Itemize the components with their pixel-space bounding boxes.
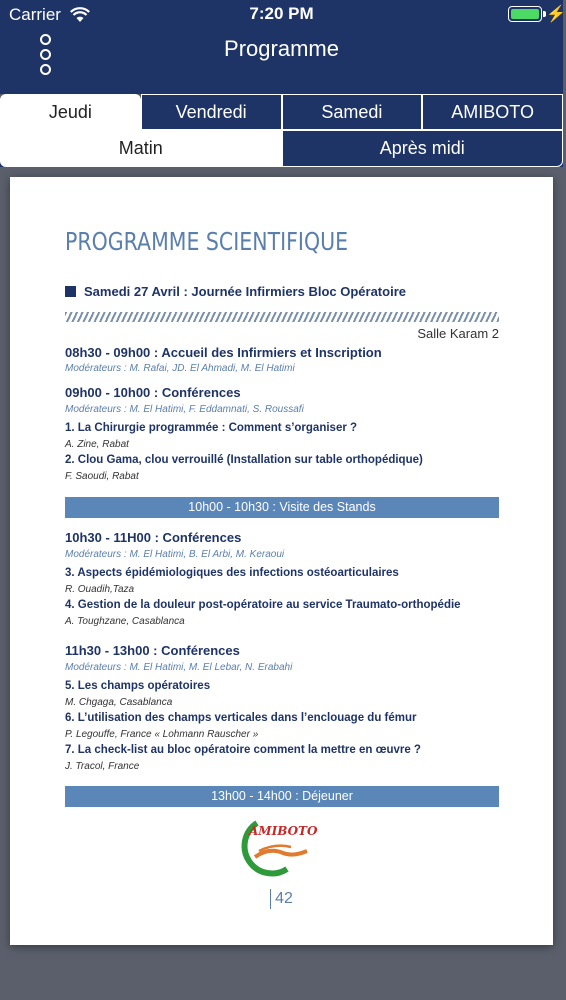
tab-samedi[interactable]: Samedi	[282, 94, 423, 130]
session-time: 10h30 - 11H00 : Conférences	[65, 530, 242, 545]
talk-title: 6. L’utilisation des champs verticales dans l’enclouage du fémur	[65, 712, 417, 724]
talk-author: J. Tracol, France	[65, 761, 140, 772]
battery-icon	[508, 6, 542, 22]
talk-author: A. Toughzane, Casablanca	[65, 616, 185, 627]
top-bar	[0, 0, 566, 94]
carrier-label: Carrier	[9, 5, 61, 24]
break-band: 10h00 - 10h30 : Visite des Stands	[65, 497, 499, 518]
tab-matin[interactable]: Matin	[0, 130, 282, 167]
room-label: Salle Karam 2	[417, 326, 499, 341]
session-moderators: Modérateurs : M. El Hatimi, F. Eddamnati, S. Roussafi	[65, 404, 304, 415]
period-tabs	[0, 130, 563, 167]
amiboto-logo	[235, 817, 318, 873]
day-heading	[65, 284, 499, 299]
page-title: Programme	[224, 36, 339, 61]
page-number-text: 42	[275, 890, 293, 908]
session-time: 11h30 - 13h00 : Conférences	[65, 643, 240, 658]
talk-title: 3. Aspects épidémiologiques des infections ostéoarticulaires	[65, 567, 399, 579]
tab-vendredi[interactable]: Vendredi	[141, 94, 282, 130]
charging-icon: ⚡	[546, 6, 566, 23]
status-bar	[0, 0, 566, 30]
talk-author: A. Zine, Rabat	[65, 439, 129, 450]
day-tabs	[0, 94, 563, 130]
program-title: PROGRAMME SCIENTIFIQUE	[65, 227, 349, 256]
session-time: 09h00 - 10h00 : Conférences	[65, 385, 241, 400]
day-heading-text: Samedi 27 Avril : Journée Infirmiers Bloc Opératoire	[84, 284, 406, 299]
talk-title: 4. Gestion de la douleur post-opératoire au service Traumato-orthopédie	[65, 599, 461, 611]
break-band: 13h00 - 14h00 : Déjeuner	[65, 786, 499, 807]
tab-apres-midi[interactable]: Après midi	[282, 130, 564, 167]
hatch-divider	[65, 312, 499, 322]
page-number	[10, 889, 553, 909]
session-time: 08h30 - 09h00 : Accueil des Infirmiers et Inscription	[65, 345, 382, 360]
logo-text: AMIBOTO	[249, 824, 318, 838]
tab-jeudi[interactable]: Jeudi	[0, 94, 141, 130]
talk-title: 5. Les champs opératoires	[65, 680, 211, 692]
talk-title: 2. Clou Gama, clou verrouillé (Installation sur table orthopédique)	[65, 454, 423, 466]
session-moderators: Modérateurs : M. El Hatimi, M. El Lebar, N. Erabahi	[65, 662, 293, 673]
talk-author: P. Legouffe, France « Lohmann Rauscher »	[65, 729, 259, 740]
talk-author: M. Chgaga, Casablanca	[65, 697, 173, 708]
talk-author: F. Saoudi, Rabat	[65, 471, 139, 482]
talk-title: 7. La check-list au bloc opératoire comment la mettre en œuvre ?	[65, 744, 421, 756]
talk-author: R. Ouadih,Taza	[65, 584, 135, 595]
session-moderators: Modérateurs : M. Rafai, JD. El Ahmadi, M. El Hatimi	[65, 363, 295, 374]
session-moderators: Modérateurs : M. El Hatimi, B. El Arbi, M. Keraoui	[65, 549, 285, 560]
square-bullet-icon	[65, 286, 76, 297]
program-page	[10, 177, 553, 945]
clock: 7:20 PM	[249, 4, 314, 23]
tab-amiboto[interactable]: AMIBOTO	[422, 94, 563, 130]
talk-title: 1. La Chirurgie programmée : Comment s’organiser ?	[65, 422, 358, 434]
